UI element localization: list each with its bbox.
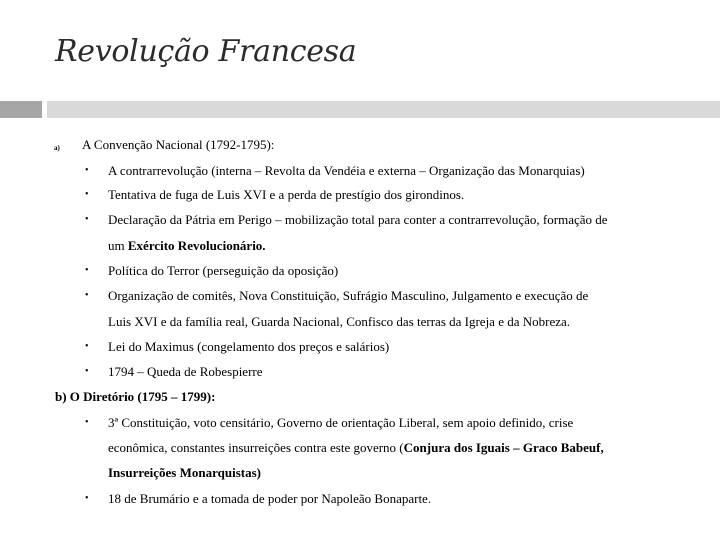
section-b-item-2: 18 de Brumário e a tomada de poder por Napoleão Bonaparte. bbox=[108, 491, 432, 506]
section-b-heading-text: b) O Diretório (1795 – 1799): bbox=[55, 389, 216, 404]
slide-title: Revolução Francesa bbox=[55, 34, 357, 69]
section-a-item-4: Política do Terror (perseguição da oposição) bbox=[108, 263, 339, 278]
section-a-marker: a) bbox=[54, 144, 60, 152]
section-b-item-1-bold-2: Insurreições Monarquistas) bbox=[108, 465, 261, 480]
section-a-item-2: Tentativa de fuga de Luis XVI e a perda de prestígio dos girondinos. bbox=[108, 187, 465, 202]
divider-bar bbox=[47, 101, 720, 118]
section-a-item-5-continued: Luis XVI e da família real, Guarda Nacional, Confisco das terras da Igreja e da Nobreza. bbox=[108, 314, 571, 329]
bullet-icon: • bbox=[85, 417, 89, 428]
section-b-heading bbox=[55, 389, 215, 405]
bullet-icon: • bbox=[85, 265, 89, 276]
bullet-icon: • bbox=[85, 493, 89, 504]
section-a-item-6: Lei do Maximus (congelamento dos preços e salários) bbox=[108, 339, 390, 354]
bullet-icon: • bbox=[85, 214, 89, 225]
section-a-item-1: A contrarrevolução (interna – Revolta da Vendéia e externa – Organização das Monarquias) bbox=[108, 163, 585, 178]
section-b-item-1-line-3 bbox=[108, 465, 261, 481]
item-3-bold: Exército Revolucionário. bbox=[127, 238, 266, 253]
section-a-item-3: Declaração da Pátria em Perigo – mobilização total para conter a contrarrevolução, formação de bbox=[108, 212, 608, 227]
section-a-heading: A Convenção Nacional (1792-1795): bbox=[82, 137, 275, 152]
section-b-item-1-line-2 bbox=[108, 440, 604, 456]
section-b-item-1: 3ª Constituição, voto censitário, Governo de orientação Liberal, sem apoio definido, crise bbox=[108, 415, 574, 430]
bullet-icon: • bbox=[85, 290, 89, 301]
section-b-item-1-prefix: econômica, constantes insurreições contra este governo ( bbox=[108, 440, 404, 455]
bullet-icon: • bbox=[85, 165, 89, 176]
bullet-icon: • bbox=[85, 366, 89, 377]
item-3-prefix: um bbox=[108, 238, 128, 253]
bullet-icon: • bbox=[85, 341, 89, 352]
section-a-item-5: Organização de comitês, Nova Constituição, Sufrágio Masculino, Julgamento e execução de bbox=[108, 288, 589, 303]
divider-accent bbox=[0, 101, 42, 118]
bullet-icon: • bbox=[85, 189, 89, 200]
section-a-item-3-continued bbox=[108, 238, 266, 254]
section-a-item-7: 1794 – Queda de Robespierre bbox=[108, 364, 263, 379]
section-b-item-1-bold: Conjura dos Iguais – Graco Babeuf, bbox=[403, 440, 604, 455]
